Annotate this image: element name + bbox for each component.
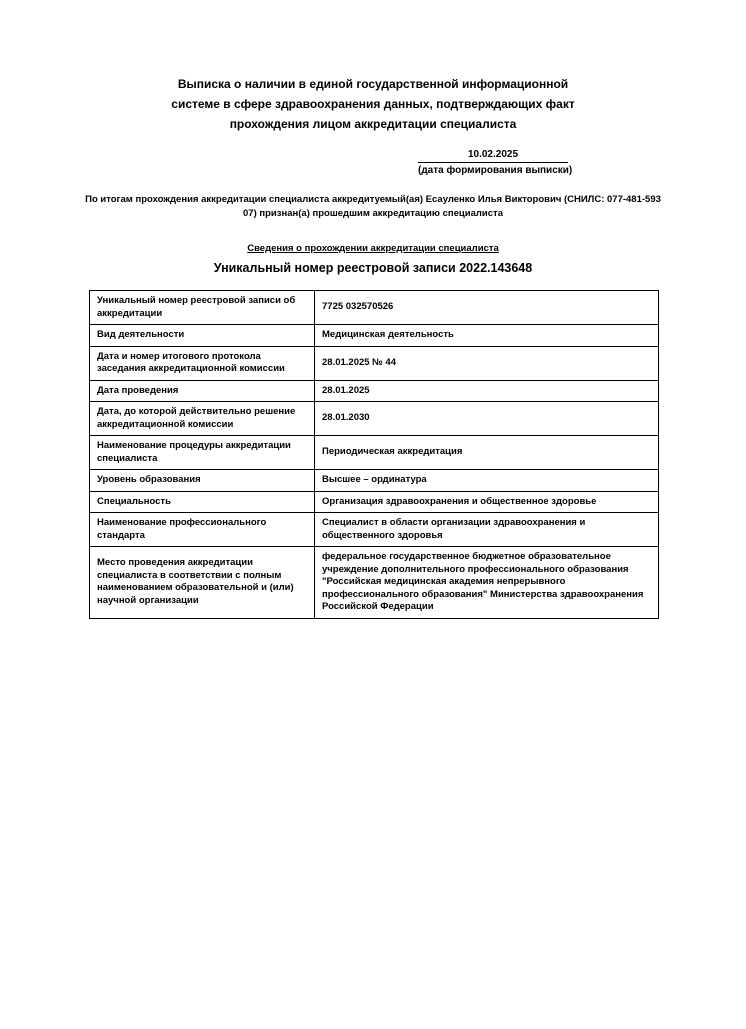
table-row xyxy=(90,402,659,436)
row-value: Высшее – ординатура xyxy=(315,470,659,492)
document-title: Выписка о наличии в единой государственной информационной системе в сфере здравоохранения данных, подтверждающих факт прохождения лицом аккредитации специалиста xyxy=(171,77,575,131)
table-row xyxy=(90,380,659,402)
table-row xyxy=(90,470,659,492)
extract-date-caption: (дата формирования выписки) xyxy=(418,165,573,176)
table-row xyxy=(90,325,659,347)
table-row xyxy=(90,491,659,513)
accreditation-summary: По итогам прохождения аккредитации специалиста аккредитуемый(ая) Есауленко Илья Викторович (СНИЛС: 077-481-593 07) признан(а) прошедшим аккредитацию специалиста xyxy=(85,194,661,219)
table-row xyxy=(90,547,659,619)
row-label: Уникальный номер реестровой записи об аккредитации xyxy=(90,291,315,325)
row-value: федеральное государственное бюджетное образовательное учреждение дополнительного профессионального образования "Российская медицинская академия непрерывного профессионального образования" Министерства здравоохранения Российской Федерации xyxy=(315,547,659,619)
row-label: Наименование профессионального стандарта xyxy=(90,513,315,547)
extract-date-block xyxy=(418,149,573,176)
row-value: 28.01.2025 № 44 xyxy=(315,346,659,380)
extract-date-value: 10.02.2025 xyxy=(418,149,568,163)
row-value: 7725 032570526 xyxy=(315,291,659,325)
accreditation-details-table xyxy=(89,290,659,619)
section-header: Сведения о прохождении аккредитации специалиста xyxy=(247,243,499,254)
row-label: Дата и номер итогового протокола заседания аккредитационной комиссии xyxy=(90,346,315,380)
row-value: Организация здравоохранения и общественное здоровье xyxy=(315,491,659,513)
row-value: 28.01.2025 xyxy=(315,380,659,402)
table-row xyxy=(90,436,659,470)
row-value: Периодическая аккредитация xyxy=(315,436,659,470)
row-label: Место проведения аккредитации специалиста в соответствии с полным наименованием образовательной и (или) научной организации xyxy=(90,547,315,619)
row-label: Специальность xyxy=(90,491,315,513)
row-value: Специалист в области организации здравоохранения и общественного здоровья xyxy=(315,513,659,547)
row-label: Наименование процедуры аккредитации специалиста xyxy=(90,436,315,470)
row-value: Медицинская деятельность xyxy=(315,325,659,347)
row-value: 28.01.2030 xyxy=(315,402,659,436)
row-label: Уровень образования xyxy=(90,470,315,492)
registry-number-heading: Уникальный номер реестровой записи 2022.143648 xyxy=(213,261,533,275)
row-label: Вид деятельности xyxy=(90,325,315,347)
row-label: Дата проведения xyxy=(90,380,315,402)
table-row xyxy=(90,513,659,547)
row-label: Дата, до которой действительно решение аккредитационной комиссии xyxy=(90,402,315,436)
table-row xyxy=(90,346,659,380)
table-row xyxy=(90,291,659,325)
